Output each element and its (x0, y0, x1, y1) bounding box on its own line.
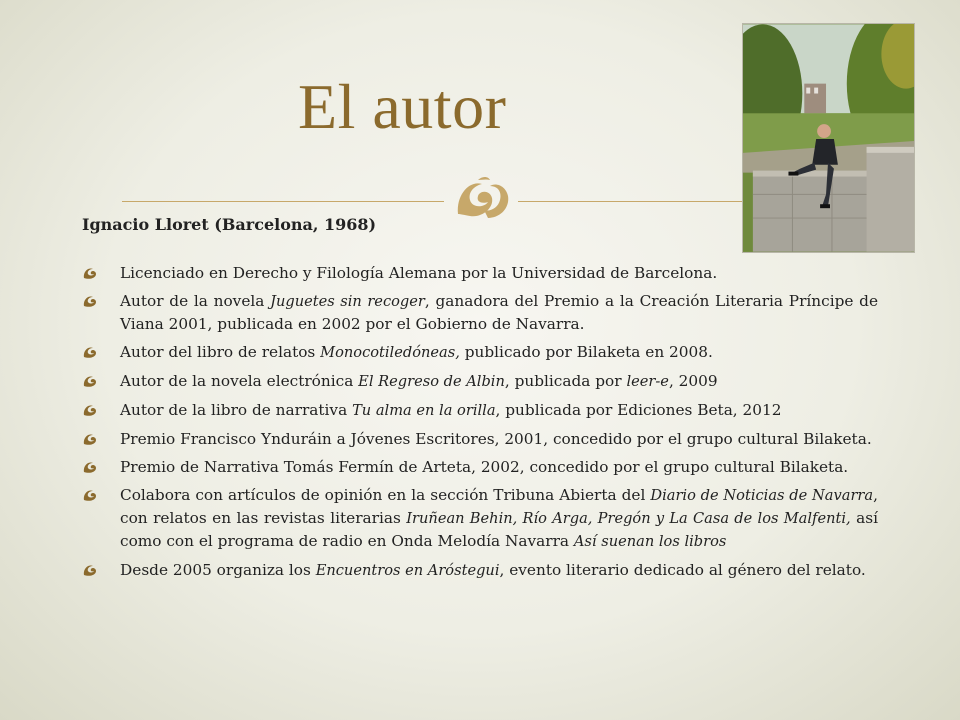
ornamental-bullet-icon (82, 374, 100, 388)
bullet-item (82, 370, 878, 393)
bullet-text: Colabora con artículos de opinión en la sección Tribuna Abierta del (120, 486, 651, 504)
radio-program-name: Así suenan los libros (573, 533, 727, 550)
author-name-heading: Ignacio Lloret (Barcelona, 1968) (82, 215, 377, 234)
bullet-item (82, 456, 878, 478)
bullet-item (82, 428, 878, 450)
ornamental-bullet-icon (82, 266, 100, 280)
bullet-item (82, 262, 878, 284)
fleuron-ornament-icon (448, 174, 514, 224)
publisher-name: leer-e (626, 373, 669, 390)
ornamental-bullet-icon (82, 432, 100, 446)
book-title: Juguetes sin recoger (270, 293, 425, 310)
ornamental-bullet-icon (82, 294, 100, 308)
bullet-item (82, 341, 878, 364)
bullet-text: , 2009 (668, 372, 718, 390)
bullet-item (82, 484, 878, 553)
book-title: Tu alma en la orilla (352, 402, 496, 419)
bullet-list (82, 262, 878, 588)
slide-title: El autor (298, 71, 507, 142)
bullet-text: Autor del libro de relatos (120, 343, 321, 361)
magazine-names: Iruñean Behin, Río Arga, Pregón y La Casa de los Malfenti, (406, 510, 851, 527)
event-name: Encuentros en Aróstegui (315, 562, 500, 579)
ornamental-bullet-icon (82, 403, 100, 417)
bullet-text: Autor de la novela electrónica (120, 372, 359, 390)
bullet-text: así como con el programa de radio en Onda Melodía Navarra (120, 509, 878, 550)
bullet-text: Autor de la novela (120, 292, 271, 310)
ornamental-bullet-icon (82, 488, 100, 502)
bullet-item (82, 399, 878, 422)
bullet-text: Premio de Narrativa Tomás Fermín de Arteta, 2002, concedido por el grupo cultural Bilaketa. (120, 458, 849, 476)
bullet-text: publicado por Bilaketa en 2008. (459, 343, 713, 361)
book-title: Monocotiledóneas, (320, 344, 460, 361)
bullet-item (82, 290, 878, 335)
title-divider-right (518, 201, 743, 202)
bullet-item (82, 559, 878, 582)
bullet-text: , ganadora del Premio a la Creación Literaria Príncipe de Viana 2001, publicada en 2002 por el Gobierno de Navarra. (120, 292, 879, 333)
bullet-text: , publicada por (504, 372, 627, 390)
ornamental-bullet-icon (82, 563, 100, 577)
newspaper-name: Diario de Noticias de Navarra (650, 487, 874, 504)
bullet-text: , con relatos en las revistas literarias (120, 486, 878, 527)
bullet-text: , publicada por Ediciones Beta, 2012 (495, 401, 782, 419)
book-title: El Regreso de Albin (358, 373, 505, 390)
title-divider-left (122, 201, 444, 202)
ornamental-bullet-icon (82, 345, 100, 359)
author-photo (742, 23, 915, 253)
ornamental-bullet-icon (82, 460, 100, 474)
bullet-text: Premio Francisco Ynduráin a Jóvenes Escritores, 2001, concedido por el grupo cultural Bilaketa. (120, 430, 872, 448)
bullet-text: Licenciado en Derecho y Filología Alemana por la Universidad de Barcelona. (120, 264, 718, 282)
bullet-text: Autor de la libro de narrativa (120, 401, 353, 419)
bullet-text: Desde 2005 organiza los (120, 561, 316, 579)
bullet-text: , evento literario dedicado al género del relato. (499, 561, 866, 579)
